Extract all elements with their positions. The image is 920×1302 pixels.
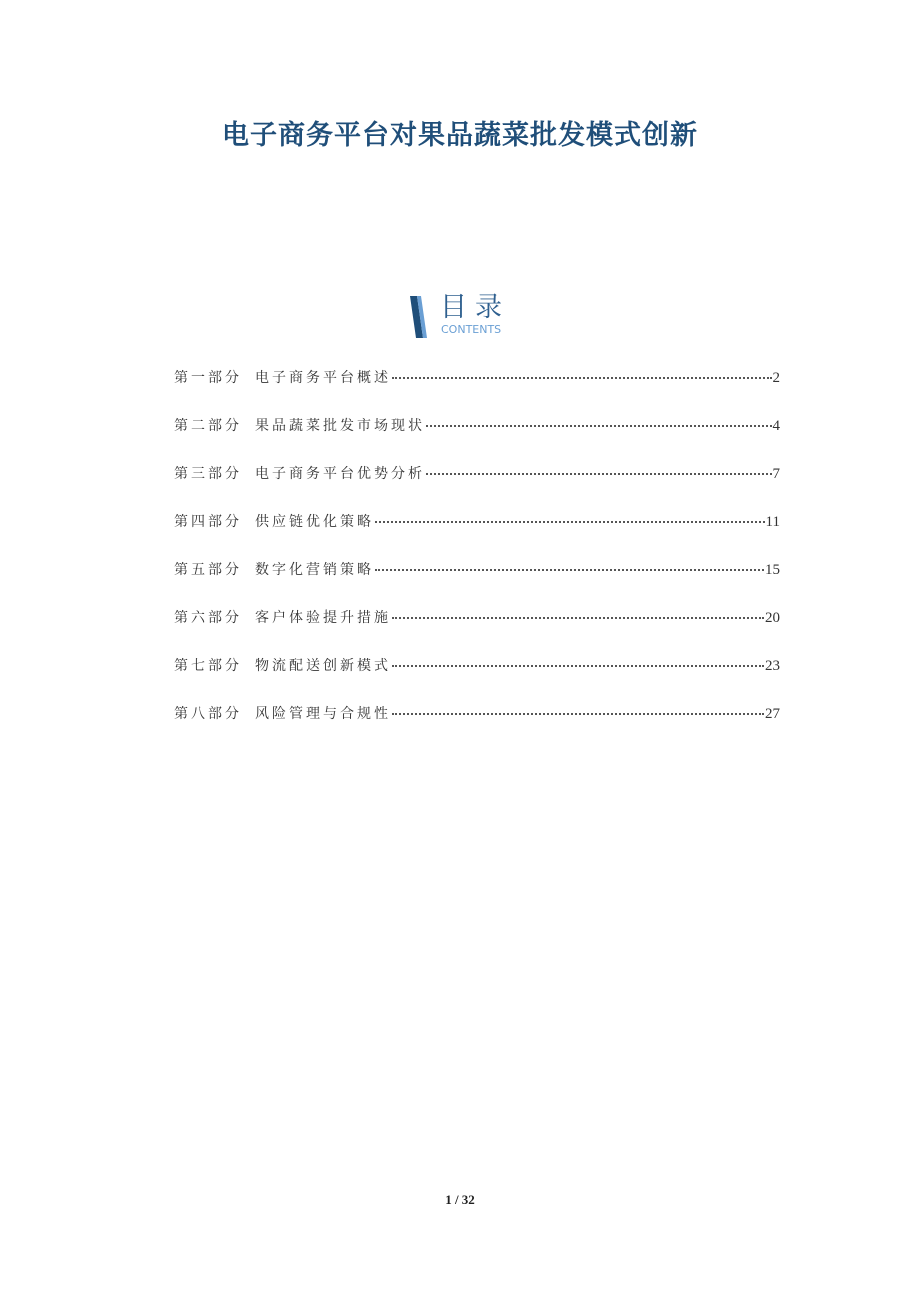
toc-header	[408, 292, 528, 342]
document-title: 电子商务平台对果品蔬菜批发模式创新	[222, 120, 698, 151]
toc-part-label: 第五部分	[174, 562, 242, 578]
toc-entry-6[interactable]	[174, 606, 780, 630]
toc-part-label: 第八部分	[174, 706, 242, 722]
toc-entry-8[interactable]	[174, 702, 780, 726]
toc-entry-title: 供应链优化策略	[255, 514, 374, 530]
toc-page-number: 20	[765, 610, 780, 626]
toc-bookmark-icon	[408, 296, 430, 338]
toc-entry-4[interactable]	[174, 510, 780, 534]
toc-part-label: 第六部分	[174, 610, 242, 626]
toc-entry-title: 电子商务平台优势分析	[255, 466, 425, 482]
toc-entry-7[interactable]	[174, 654, 780, 678]
page-indicator: 1 / 32	[445, 1192, 475, 1207]
toc-part-label: 第七部分	[174, 658, 242, 674]
toc-page-number: 7	[772, 466, 780, 482]
toc-dot-leader	[392, 377, 772, 379]
toc-part-label: 第一部分	[174, 370, 242, 386]
toc-page-number: 11	[765, 514, 780, 530]
toc-entry-3[interactable]	[174, 462, 780, 486]
toc-part-label: 第二部分	[174, 418, 242, 434]
toc-part-label: 第三部分	[174, 466, 242, 482]
toc-subheading: CONTENTS	[441, 323, 502, 336]
toc-dot-leader	[392, 617, 764, 619]
toc-entry-2[interactable]	[174, 414, 780, 438]
toc-entry-5[interactable]	[174, 558, 780, 582]
toc-dot-leader	[392, 713, 764, 715]
toc-dot-leader	[375, 569, 764, 571]
toc-entry-title: 风险管理与合规性	[255, 706, 391, 722]
toc-entry-title: 电子商务平台概述	[255, 370, 391, 386]
toc-entry-title: 果品蔬菜批发市场现状	[255, 418, 425, 434]
toc-entry-1[interactable]	[174, 366, 780, 390]
toc-heading: 目录	[440, 292, 510, 323]
toc-entry-title: 客户体验提升措施	[255, 610, 391, 626]
table-of-contents	[174, 366, 780, 750]
toc-page-number: 27	[765, 706, 780, 722]
toc-dot-leader	[375, 521, 765, 523]
toc-page-number: 2	[772, 370, 780, 386]
toc-page-number: 23	[765, 658, 780, 674]
toc-dot-leader	[426, 473, 772, 475]
toc-page-number: 4	[772, 418, 780, 434]
toc-dot-leader	[426, 425, 772, 427]
toc-part-label: 第四部分	[174, 514, 242, 530]
toc-page-number: 15	[765, 562, 780, 578]
toc-dot-leader	[392, 665, 764, 667]
toc-entry-title: 物流配送创新模式	[255, 658, 391, 674]
toc-entry-title: 数字化营销策略	[255, 562, 374, 578]
